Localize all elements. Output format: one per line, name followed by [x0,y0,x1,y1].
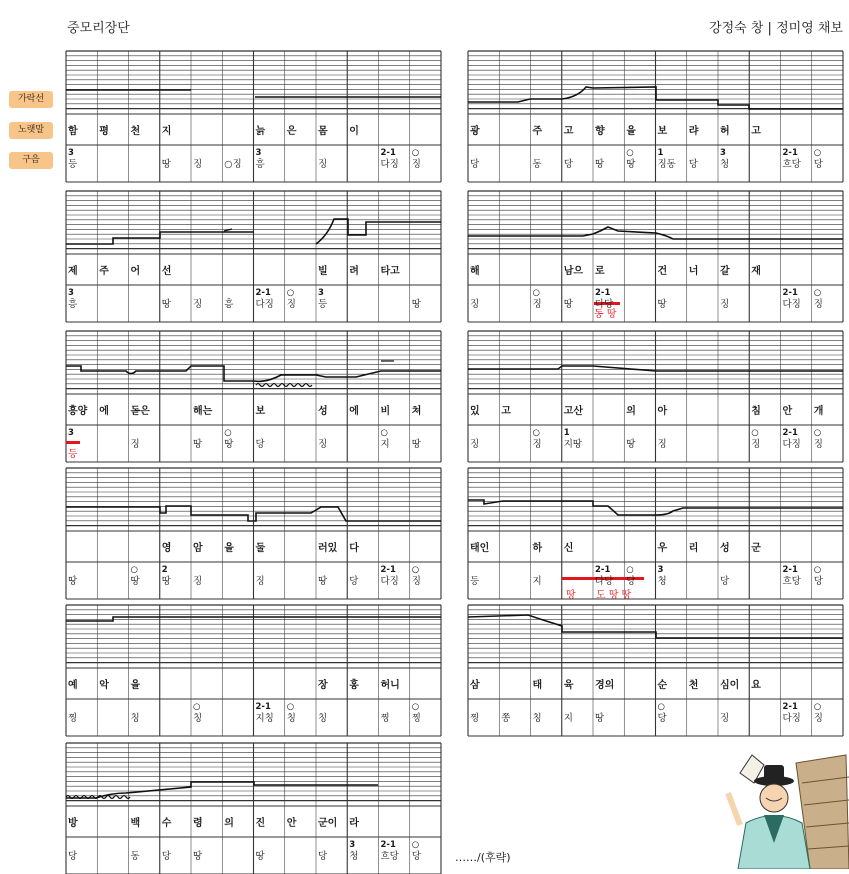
lyric-syllable: 장 [318,680,328,691]
drum-syllable: 당 [626,576,636,587]
lyric-syllable: 평 [99,126,109,137]
drum-syllable: 지 [563,713,573,724]
drum-syllable: 등 [68,159,78,170]
drum-syllable: 땅 [68,576,78,587]
beat-marker: 2-1 [782,288,798,298]
drum-syllable: 징 [470,299,480,310]
drum-syllable: 흐당 [782,576,801,587]
beat-marker: 3 [68,288,74,298]
lyric-syllable: 비 [380,406,391,417]
beat-marker: ○ [380,428,388,438]
beat-marker: ○ [411,565,420,575]
beat-marker: ○ [411,840,420,850]
score-block [468,329,843,462]
lyric-syllable: 을 [130,680,141,691]
lyric-syllable: 악 [99,680,109,691]
beat-marker: ○ [813,288,822,298]
score-block [66,49,441,182]
drum-syllable: 당 [813,576,823,587]
lyric-syllable: 홍 [349,680,359,691]
drum-syllable: 동 [532,159,542,170]
score-block [468,49,843,182]
lyric-syllable: 로 [595,266,605,277]
lyric-syllable: 고 [751,126,761,137]
beat-marker: 2-1 [782,148,798,158]
score-block [66,466,441,599]
lyric-syllable: 함 [68,126,78,137]
lyric-syllable: 고산 [563,406,584,417]
drum-syllable: 땅 [563,299,573,310]
drum-syllable: 징 [813,299,823,310]
lyric-syllable: 성 [720,543,730,554]
drum-syllable: 땅 [626,159,636,170]
lyric-syllable: 해는 [193,406,213,417]
drum-syllable: 징 [411,576,421,587]
drum-syllable: 찡 [68,713,78,724]
drum-syllable: 징 [720,299,730,310]
lyric-syllable: 려 [349,266,359,277]
score-block [468,466,843,599]
drum-syllable: 동 [130,851,140,862]
drum-syllable: 지칭 [255,713,274,724]
red-annotation: 등 [68,449,78,460]
lyric-syllable: 라 [349,818,359,829]
lyric-syllable: 쳐 [411,406,422,417]
beat-marker: 3 [720,148,726,158]
drum-syllable: 찡 [411,713,421,724]
drum-syllable: 당 [657,713,667,724]
beat-marker: 3 [68,428,74,438]
drum-syllable: 다징 [782,439,801,450]
drum-syllable: 청 [720,159,730,170]
drum-syllable: 땅 [224,439,234,450]
beat-marker: ○ [657,702,665,712]
credit-line: 강정숙 창 | 정미영 채보 [709,21,843,36]
drum-syllable: 칭 [193,713,203,724]
lyric-syllable: 침 [751,406,761,417]
lyric-syllable: 건 [657,266,668,277]
lyric-syllable: 선 [161,266,172,277]
drum-syllable: 땅 [626,439,636,450]
beat-marker: 2-1 [782,565,798,575]
drum-syllable: 땅 [595,159,605,170]
drum-syllable: 찡 [380,713,390,724]
drum-syllable: 당 [813,159,823,170]
lyric-syllable: 있 [470,406,480,417]
beat-marker: 2-1 [595,565,611,575]
drum-syllable: 청 [349,851,359,862]
beat-marker: 3 [318,288,324,298]
drum-syllable: 땅 [411,439,421,450]
beat-marker: ○ [411,702,420,712]
beat-marker: ○ [193,702,201,712]
lyric-syllable: 고 [501,406,511,417]
beat-marker: 2-1 [380,148,396,158]
drum-syllable: 쫑 [501,713,511,724]
drum-syllable: 당 [161,851,171,862]
drum-syllable: 당 [720,576,730,587]
lyric-syllable: 삼 [470,680,480,691]
drum-syllable: 징 [470,439,480,450]
legend-drum-syllables: 구음 [9,152,53,169]
lyric-syllable: 안 [286,818,297,829]
lyric-syllable: 허 [720,126,730,137]
lyric-syllable: 둘 [255,543,266,554]
lyric-syllable: 리 [688,543,699,554]
drum-syllable: 지 [532,576,542,587]
lyric-syllable: 몸 [318,126,328,137]
lyric-syllable: 천 [688,680,699,691]
lyric-syllable: 진 [255,818,266,829]
lyric-syllable: 심이 [720,680,740,691]
beat-marker: ○ [813,148,822,158]
lyric-syllable: 을 [626,126,636,137]
beat-marker: ○ [286,702,295,712]
beat-marker: ○ [532,288,540,298]
lyric-syllable: 돋은 [130,406,150,417]
beat-marker: ○ [224,428,232,438]
beat-marker: 2-1 [255,702,271,712]
lyric-syllable: 다 [349,543,359,554]
beat-marker: ○ [532,428,540,438]
drum-syllable: 땅 [130,576,140,587]
lyric-syllable: 군이 [318,818,338,829]
beat-marker: 2-1 [380,840,396,850]
lyric-syllable: 러있 [318,543,338,554]
beat-marker: ○ [626,148,634,158]
lyric-syllable: 요 [751,680,761,691]
lyric-syllable: 의 [626,406,636,417]
lyric-syllable: 타고 [380,266,400,277]
drum-syllable: 당 [255,439,265,450]
beat-marker: ○ [626,565,634,575]
red-annotation: 땅 [566,590,576,601]
lyric-syllable: 예 [68,680,78,691]
drum-syllable: 칭 [286,713,296,724]
score-block [468,189,843,322]
drum-syllable: 징 [720,713,730,724]
lyric-syllable: 재 [751,266,761,277]
drum-syllable: 당 [68,851,78,862]
drum-syllable: 칭 [130,713,140,724]
drum-syllable: 징 [813,713,823,724]
lyric-syllable: 에 [349,406,359,417]
drum-syllable: ○징 [224,159,242,170]
drum-syllable: 흥 [68,299,78,310]
drum-syllable: 당 [411,851,421,862]
drum-syllable: 징 [255,576,265,587]
beat-marker: ○ [411,148,420,158]
beat-marker: 3 [349,840,356,850]
lyric-syllable: 개 [813,406,824,417]
lyric-syllable: 영 [161,543,172,554]
drum-syllable: 다징 [255,299,274,310]
drum-syllable: 다징 [380,576,399,587]
lyric-syllable: 허니 [380,680,400,691]
drum-syllable: 등 [470,576,480,587]
drum-syllable: 징 [532,439,542,450]
drum-syllable: 징 [751,439,761,450]
beat-marker: 3 [255,148,262,158]
page-title: 중모리장단 [67,21,130,36]
drum-syllable: 등 [318,299,328,310]
beat-marker: ○ [813,702,822,712]
drum-syllable: 땅 [595,713,605,724]
drum-syllable: 땅 [193,439,203,450]
drum-syllable: 땅 [318,576,328,587]
beat-marker: ○ [130,565,138,575]
drum-syllable: 징 [532,299,542,310]
beat-marker: 1 [563,428,570,438]
beat-marker: 3 [657,565,664,575]
lyric-syllable: 백 [130,818,141,829]
lyric-syllable: 랴 [688,126,699,137]
legend-lyrics: 노랫말 [9,122,53,139]
drum-syllable: 흐당 [782,159,801,170]
drum-syllable: 흐당 [380,851,399,862]
drum-syllable: 다징 [782,713,801,724]
lyric-syllable: 늙 [255,126,266,137]
drum-syllable: 당 [470,159,480,170]
drum-syllable: 다징 [380,159,399,170]
drum-syllable: 징 [130,439,140,450]
lyric-syllable: 에 [99,406,109,417]
red-annotation: 도 땅 땅 [596,590,632,601]
singer-illustration [718,753,849,869]
drum-syllable: 흥 [224,299,234,310]
lyric-syllable: 갈 [720,266,730,277]
beat-marker: ○ [813,428,822,438]
drum-syllable: 당 [688,159,698,170]
lyric-syllable: 제 [68,266,78,277]
drum-syllable: 땅 [255,851,265,862]
drum-syllable: 땅 [411,299,421,310]
lyric-syllable: 암 [193,543,203,554]
lyric-syllable: 태인 [470,543,490,554]
beat-marker: ○ [286,288,295,298]
beat-marker: 3 [68,148,74,158]
lyric-syllable: 너 [688,266,699,277]
score-block [66,329,441,462]
lyric-syllable: 보 [255,406,266,417]
lyric-syllable: 보 [657,126,668,137]
lyric-syllable: 순 [657,680,668,691]
drum-syllable: 땅 [161,576,171,587]
drum-syllable: 징동 [657,159,676,170]
red-strike [66,441,80,444]
lyric-syllable: 신 [563,543,574,554]
drum-syllable: 칭 [532,713,542,724]
score-block [468,603,843,736]
drum-syllable: 징 [411,159,421,170]
beat-marker: 2-1 [595,288,611,298]
drum-syllable: 징 [193,576,203,587]
lyric-syllable: 해 [470,266,480,277]
lyric-syllable: 수 [161,818,172,829]
drum-syllable: 당 [563,159,573,170]
beat-marker: ○ [751,428,759,438]
drum-syllable: 당 [318,851,328,862]
drum-syllable: 지땅 [563,439,583,450]
drum-syllable: 흥 [255,159,265,170]
drum-syllable: 땅 [193,851,203,862]
lyric-syllable: 의 [224,818,234,829]
beat-marker: ○ [813,565,822,575]
drum-syllable: 다당 [595,576,614,587]
beat-marker: 2-1 [255,288,271,298]
beat-marker: 2 [161,565,168,575]
lyric-syllable: 육 [563,680,574,691]
drum-syllable: 찡 [470,713,480,724]
drum-syllable: 징 [193,159,203,170]
lyric-syllable: 향 [595,126,605,137]
lyric-syllable: 방 [68,818,78,829]
lyric-syllable: 주 [99,266,109,277]
score-block [66,741,441,874]
score-block [66,603,441,736]
drum-syllable: 징 [657,439,667,450]
lyric-syllable: 아 [657,406,668,417]
beat-marker: 2-1 [782,702,798,712]
lyric-syllable: 남으 [563,266,584,277]
lyric-syllable: 고 [563,126,574,137]
lyric-syllable: 광 [470,126,480,137]
beat-marker: 1 [657,148,664,158]
drum-syllable: 당 [349,576,359,587]
melody-staff [66,189,441,322]
drum-syllable: 징 [318,159,328,170]
lyric-syllable: 성 [318,406,328,417]
drum-syllable: 다징 [782,299,801,310]
lyric-syllable: 지 [161,126,172,137]
lyric-syllable: 안 [782,406,793,417]
legend-melody-line: 가락선 [9,91,53,108]
red-annotation: 동 땅 [594,309,617,320]
drum-syllable: 징 [813,439,823,450]
lyric-syllable: 태 [532,680,543,691]
lyric-syllable: 우 [657,543,668,554]
drum-syllable: 징 [318,439,328,450]
drum-syllable: 땅 [161,159,171,170]
lyric-syllable: 경의 [595,680,615,691]
lyric-syllable: 이 [349,126,359,137]
drum-syllable: 지 [380,439,390,450]
lyric-syllable: 천 [130,126,141,137]
drum-syllable: 땅 [161,299,171,310]
lyric-syllable: 빌 [318,266,328,277]
lyric-syllable: 을 [224,543,234,554]
score-block [66,189,441,322]
continued-note: ……/(후략) [455,851,511,864]
beat-marker: 2-1 [782,428,798,438]
drum-syllable: 다당 [595,299,614,310]
lyric-syllable: 어 [130,266,141,277]
drum-syllable: 징 [286,299,296,310]
drum-syllable: 청 [657,576,667,587]
lyric-syllable: 령 [193,818,203,829]
drum-syllable: 땅 [657,299,667,310]
drum-syllable: 징 [193,299,203,310]
lyric-syllable: 흥양 [68,406,88,417]
lyric-syllable: 은 [286,126,297,137]
lyric-syllable: 군 [751,543,761,554]
drum-syllable: 칭 [318,713,328,724]
beat-marker: 2-1 [380,565,396,575]
lyric-syllable: 주 [532,126,543,137]
lyric-syllable: 하 [532,543,543,554]
